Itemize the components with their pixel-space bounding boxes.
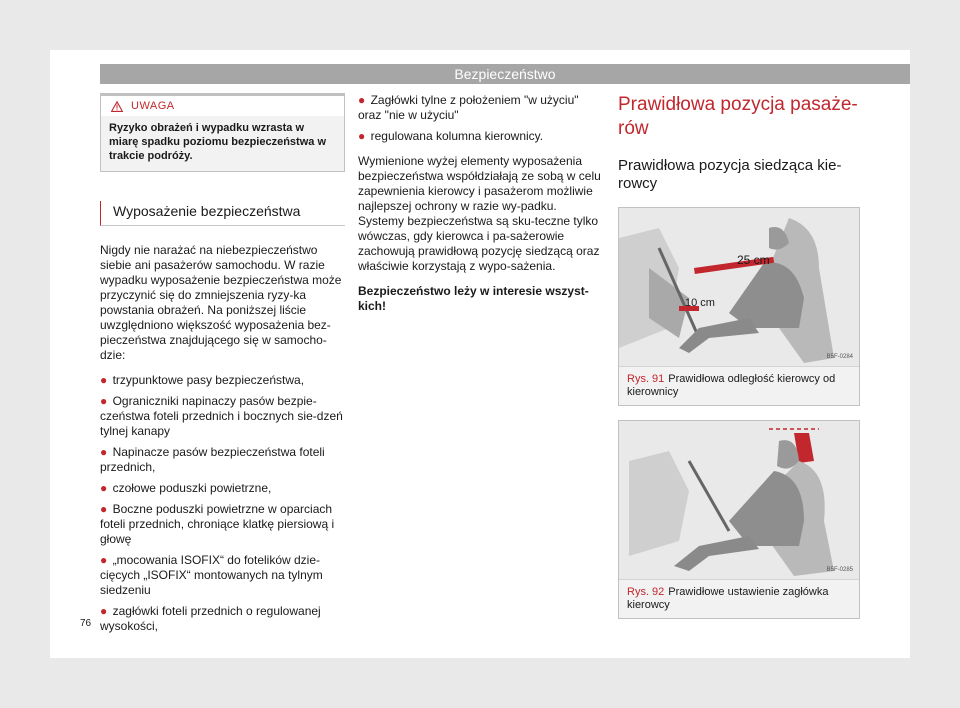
driver-seat-drawing	[619, 208, 859, 366]
list-item: ● Ograniczniki napinaczy pasów bezpie-czeństwa foteli przednich i bocznych sie-dzeń tylnej kanapy	[100, 394, 343, 438]
safety-equipment-list-cont	[358, 93, 604, 144]
bullet-icon: ●	[100, 394, 108, 408]
list-item: ● Boczne poduszki powietrzne w oparciach foteli przednich, chroniące klatkę piersiową i głowę	[100, 502, 335, 546]
list-item: ● czołowe poduszki powietrzne,	[100, 481, 272, 495]
warning-box	[100, 93, 345, 172]
list-item: ● „mocowania ISOFIX“ do fotelików dzie-cięcych „ISOFIX“ montowanych na tylnym siedzeniu	[100, 553, 323, 597]
safety-equipment-list	[100, 373, 345, 634]
column-left	[100, 93, 345, 640]
bullet-icon: ●	[100, 445, 108, 459]
page	[50, 50, 910, 658]
bullet-icon: ●	[100, 604, 108, 618]
bullet-icon: ●	[100, 502, 108, 516]
section-title: Wyposażenie bezpieczeństwa	[100, 201, 345, 226]
image-code: B5F-0285	[826, 567, 853, 573]
figure-number: Rys. 91	[627, 373, 665, 385]
warning-triangle-icon	[111, 101, 123, 112]
figure-number: Rys. 92	[627, 586, 665, 598]
paragraph: Wymienione wyżej elementy wyposażenia bezpieczeństwa współdziałają ze sobą w celu zapewnienia kierowcy i pasażerom możliwie najlepszej ochrony w razie wy-padku. Systemy bezpieczeństwa są sku-teczne tylko wówczas, gdy kierowca i pa-sażerowie zachowują prawidłową pozycję siedzącą oraz właściwie korzystają z wypo-sażenia.	[358, 154, 601, 273]
figure-91	[618, 207, 860, 406]
section-intro: Nigdy nie narażać na niebezpieczeństwo siebie ani pasażerów samochodu. W razie wypadku wyposażenie bezpieczeństwa może przyczynić się do zmniejszenia ryzy-ka powstania obrażeń. Na poniższej liście uwzględniono większość wyposażenia bez-pieczeństwa znajdującego się w samocho-dzie:	[100, 243, 342, 362]
chapter-title: Prawidłowa pozycja pasaże- rów	[618, 94, 858, 139]
figure-caption: Rys. 91 Prawidłowa odległość kierowcy od kierownicy	[619, 367, 859, 405]
page-header: Bezpieczeństwo	[100, 64, 910, 84]
bullet-icon: ●	[358, 93, 366, 107]
subsection-title: Prawidłowa pozycja siedząca kie- rowcy	[618, 157, 842, 192]
list-item: ● Zagłówki tylne z położeniem "w użyciu" oraz "nie w użyciu"	[358, 93, 579, 122]
list-item: ● Napinacze pasów bezpieczeństwa foteli przednich,	[100, 445, 325, 474]
paragraph-bold: Bezpieczeństwo leży w interesie wszyst-kich!	[358, 284, 589, 313]
column-middle	[358, 93, 604, 314]
driver-distance-illustration	[619, 208, 859, 367]
bullet-icon: ●	[100, 481, 108, 495]
list-item: ● regulowana kolumna kierownicy.	[358, 129, 544, 143]
distance-label-25cm: 25 cm	[737, 253, 770, 267]
list-item: ● zagłówki foteli przednich o regulowanej wysokości,	[100, 604, 321, 633]
figure-caption: Rys. 92 Prawidłowe ustawienie zagłówka kierowcy	[619, 580, 859, 618]
headrest-illustration	[619, 421, 859, 580]
bullet-icon: ●	[358, 129, 366, 143]
image-code: B5F-0284	[826, 354, 853, 360]
page-number: 76	[80, 618, 92, 629]
warning-text: Ryzyko obrażeń i wypadku wzrasta w miarę spadku poziomu bezpieczeństwa w trakcie podróży.	[101, 116, 344, 171]
headrest-drawing	[619, 421, 859, 579]
list-item: ● trzypunktowe pasy bezpieczeństwa,	[100, 373, 305, 387]
bullet-icon: ●	[100, 373, 108, 387]
column-right	[618, 93, 860, 619]
bullet-icon: ●	[100, 553, 108, 567]
distance-label-10cm: 10 cm	[685, 297, 715, 309]
figure-92	[618, 420, 860, 619]
warning-header	[101, 96, 344, 116]
warning-label: UWAGA	[131, 100, 175, 112]
